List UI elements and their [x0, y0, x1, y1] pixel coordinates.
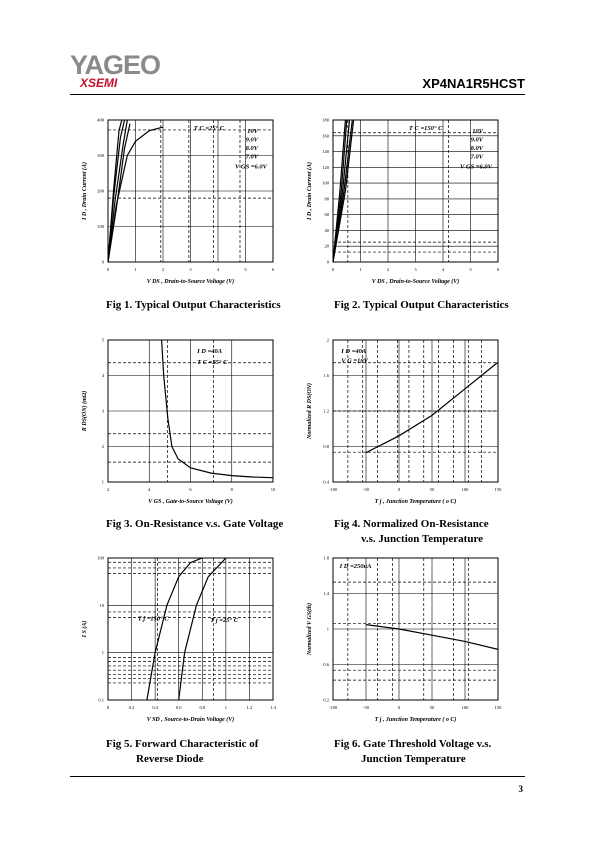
- y-tick-label: 60: [324, 212, 329, 218]
- caption-fig3: Fig 3. On-Resistance v.s. Gate Voltage: [106, 518, 284, 530]
- x-tick-label: 0.2: [128, 705, 135, 710]
- chart-annotation: 8.0V: [245, 144, 259, 152]
- y-tick-label: 1.6: [323, 373, 329, 378]
- y-tick-label: 140: [322, 149, 329, 155]
- y-tick-label: 3: [101, 408, 104, 414]
- y-tick-label: 100: [97, 555, 104, 561]
- x-tick-label: 3: [414, 267, 417, 272]
- y-tick-label: 5: [101, 337, 104, 343]
- y-tick-label: 1.8: [323, 555, 329, 561]
- x-tick-label: -50: [363, 487, 369, 492]
- x-tick-label: 5: [469, 267, 472, 272]
- x-axis-label: T j , Junction Temperature ( o C): [374, 499, 457, 505]
- x-tick-label: 100: [461, 487, 469, 492]
- x-tick-label: 2: [106, 487, 110, 492]
- x-tick-label: 0: [106, 267, 110, 272]
- y-tick-label: 0.1: [98, 697, 104, 703]
- y-tick-label: 80: [324, 196, 329, 202]
- y-tick-label: 0.2: [323, 697, 329, 703]
- chart-annotation: 9.0V: [470, 136, 484, 144]
- chart-annotation: T C =25° C: [197, 359, 228, 367]
- chart-annotation: T j =150° C: [137, 615, 169, 623]
- chart-annotation: I D =250uA: [339, 562, 372, 570]
- chart-annotation: T C =25° C: [193, 124, 225, 132]
- x-tick-label: 10: [270, 487, 276, 492]
- caption-fig5: Fig 5. Forward Characteristic of: [106, 738, 259, 750]
- logo-sub: XSEMI: [80, 76, 118, 90]
- x-tick-label: 1.2: [246, 705, 253, 710]
- chart-fig4: [295, 332, 510, 517]
- x-tick-label: 4: [441, 267, 445, 272]
- y-axis-label: I D , Drain Current (A): [82, 161, 88, 221]
- x-tick-label: 4: [216, 267, 220, 272]
- chart-annotation: V G =10V: [341, 357, 368, 365]
- chart-annotation: 7.0V: [470, 153, 484, 161]
- y-tick-label: 180: [322, 117, 329, 123]
- x-tick-label: 0: [397, 705, 401, 710]
- x-tick-label: 1: [224, 705, 227, 710]
- x-tick-label: 0.4: [152, 705, 158, 710]
- x-tick-label: 0: [106, 705, 110, 710]
- x-axis-label: T j , Junction Temperature ( o C): [374, 717, 457, 723]
- y-tick-label: 400: [97, 117, 104, 123]
- caption-fig5-line2: Reverse Diode: [136, 753, 204, 765]
- y-tick-label: 100: [97, 224, 104, 229]
- y-tick-label: 0: [326, 259, 329, 265]
- y-tick-label: 0.8: [323, 444, 329, 449]
- y-tick-label: 120: [322, 164, 329, 170]
- chart-annotation: 9.0V: [245, 136, 259, 144]
- x-axis-label: V SD , Source-to-Drain Voltage (V): [146, 717, 235, 723]
- chart-annotation: 10V: [472, 127, 484, 135]
- y-tick-label: 0.4: [323, 479, 329, 485]
- y-tick-label: 4: [101, 373, 104, 378]
- chart-annotation: 10V: [247, 127, 259, 135]
- y-axis-label: Normalized R DS(ON): [307, 382, 313, 440]
- page-number: 3: [518, 784, 523, 794]
- chart-annotation: V GS =6.0V: [235, 163, 268, 171]
- caption-fig6-line2: Junction Temperature: [361, 753, 466, 765]
- y-tick-label: 100: [322, 180, 329, 186]
- x-tick-label: 0.6: [175, 705, 182, 710]
- x-tick-label: 1.4: [270, 705, 276, 710]
- y-tick-label: 1: [101, 650, 104, 656]
- y-tick-label: 1.2: [323, 408, 329, 414]
- x-tick-label: 5: [244, 267, 247, 272]
- x-tick-label: -100: [328, 487, 338, 492]
- caption-fig4: Fig 4. Normalized On-Resistance: [334, 518, 489, 530]
- x-axis-label: V GS , Gate-to-Source Voltage (V): [148, 499, 233, 505]
- x-tick-label: 1: [359, 267, 362, 272]
- y-tick-label: 0: [101, 259, 104, 265]
- y-axis-label: I D , Drain Current (A): [307, 161, 313, 221]
- x-tick-label: 6: [496, 267, 500, 272]
- chart-annotation: T j =25° C: [210, 616, 239, 624]
- y-tick-label: 0.6: [323, 662, 329, 667]
- chart-annotation: I D =40A: [341, 347, 367, 355]
- y-axis-label: R DS(ON) (mΩ): [82, 390, 88, 432]
- y-tick-label: 10: [99, 602, 104, 608]
- x-tick-label: 6: [271, 267, 275, 272]
- x-tick-label: -100: [328, 705, 338, 710]
- y-tick-label: 20: [324, 243, 329, 249]
- x-tick-label: 50: [429, 705, 435, 710]
- y-tick-label: 300: [97, 153, 104, 158]
- x-tick-label: 100: [461, 705, 469, 710]
- y-tick-label: 1: [101, 479, 104, 485]
- x-tick-label: 1: [134, 267, 137, 272]
- x-tick-label: 0.8: [199, 705, 206, 710]
- series-line: [108, 124, 130, 262]
- chart-annotation: 8.0V: [470, 144, 484, 152]
- chart-fig1: [70, 112, 285, 297]
- y-tick-label: 2: [326, 337, 329, 343]
- caption-fig2: Fig 2. Typical Output Characteristics: [334, 299, 509, 311]
- x-tick-label: 0: [331, 267, 335, 272]
- chart-fig2: [295, 112, 510, 297]
- x-tick-label: 4: [148, 487, 151, 492]
- x-tick-label: 150: [494, 705, 502, 710]
- chart-annotation: I D =40A: [197, 347, 223, 355]
- x-tick-label: 2: [161, 267, 165, 272]
- y-tick-label: 40: [324, 227, 329, 233]
- x-tick-label: 3: [189, 267, 192, 272]
- chart-annotation: 7.0V: [245, 153, 259, 161]
- caption-fig4-line2: v.s. Junction Temperature: [361, 533, 484, 545]
- x-tick-label: 150: [494, 487, 502, 492]
- caption-fig1: Fig 1. Typical Output Characteristics: [106, 299, 281, 311]
- y-tick-label: 2: [101, 444, 104, 449]
- y-tick-label: 1: [326, 626, 329, 632]
- x-tick-label: 50: [429, 487, 435, 492]
- logo-main: YAGEO: [70, 50, 161, 80]
- y-tick-label: 1.4: [323, 591, 329, 596]
- y-tick-label: 160: [322, 133, 329, 139]
- header-rule: [70, 94, 525, 95]
- part-number: XP4NA1R5HCST: [422, 76, 525, 91]
- chart-annotation: T C =150° C: [408, 124, 443, 132]
- x-tick-label: 8: [230, 487, 233, 492]
- chart-fig6: [295, 550, 510, 735]
- yageo-logo: [70, 52, 160, 89]
- x-axis-label: V DS , Drain-to-Source Voltage (V): [146, 279, 235, 285]
- y-tick-label: 200: [97, 188, 104, 194]
- x-tick-label: -50: [363, 705, 369, 710]
- chart-fig3: [70, 332, 285, 517]
- x-axis-label: V DS , Drain-to-Source Voltage (V): [371, 279, 460, 285]
- chart-fig5: [70, 550, 285, 735]
- footer-rule: [70, 776, 525, 777]
- x-tick-label: 2: [386, 267, 390, 272]
- caption-fig6: Fig 6. Gate Threshold Voltage v.s.: [334, 738, 492, 750]
- x-tick-label: 0: [397, 487, 401, 492]
- x-tick-label: 6: [189, 487, 192, 492]
- y-axis-label: Normalized V GS(th): [307, 602, 313, 656]
- chart-annotation: V GS =6.0V: [460, 163, 493, 171]
- y-axis-label: I S (A): [82, 620, 88, 638]
